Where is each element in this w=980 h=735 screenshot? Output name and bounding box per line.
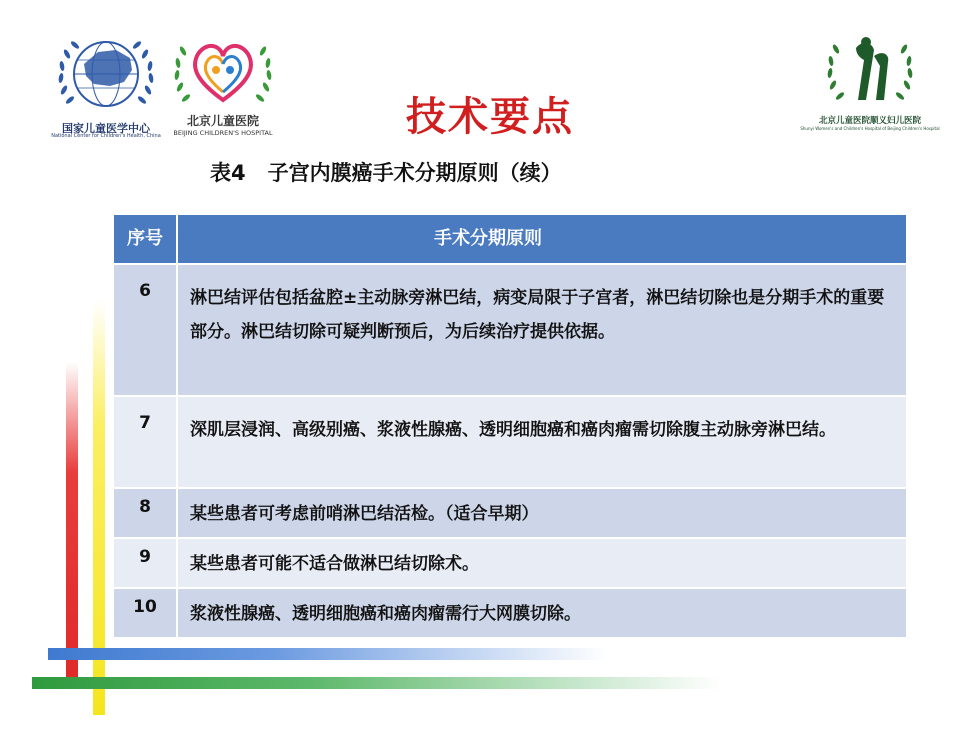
bch-name-cn: 北京儿童医院	[186, 114, 259, 128]
table-caption-text: 子宫内膜癌手术分期原则（续）	[267, 161, 562, 185]
row-text: 浆液性腺癌、透明细胞癌和癌肉瘤需行大网膜切除。	[190, 604, 581, 624]
bch-name-en: BEIJING CHILDREN'S HOSPITAL	[173, 129, 273, 137]
row-text: 某些患者可能不适合做淋巴结切除术。	[190, 554, 479, 574]
row-text: 深肌层浸润、高级别癌、浆液性腺癌、透明细胞癌和癌肉瘤需切除腹主动脉旁淋巴结。	[190, 420, 836, 440]
table-row	[114, 397, 906, 489]
table-row	[114, 589, 906, 639]
shunyi-name-en: Shunyi Women's and Children's Hospital of Beijing Children's Hospital	[800, 126, 940, 131]
decor-blue-stripe	[48, 648, 608, 660]
table-caption-label: 表4	[210, 161, 246, 185]
row-num: 7	[114, 397, 178, 487]
row-text: 淋巴结评估包括盆腔±主动脉旁淋巴结，病变局限于子宫者，淋巴结切除也是分期手术的重要部分。淋巴结切除可疑判断预后，为后续治疗提供依据。	[190, 288, 885, 342]
row-num: 8	[114, 489, 178, 537]
table-row	[114, 489, 906, 539]
row-num: 9	[114, 539, 178, 587]
shunyi-name-cn: 北京儿童医院顺义妇儿医院	[818, 116, 921, 126]
header-num: 序号	[114, 215, 178, 263]
table-row	[114, 265, 906, 397]
decor-red-stripe	[66, 362, 78, 677]
header-desc: 手术分期原则	[434, 228, 542, 249]
decor-green-stripe	[32, 677, 722, 689]
ncch-name-cn: 国家儿童医学中心	[62, 122, 150, 135]
row-num: 10	[114, 589, 178, 637]
page-title: 技术要点	[406, 94, 574, 140]
row-num: 6	[114, 265, 178, 395]
row-text: 某些患者可考虑前哨淋巴结活检。（适合早期）	[190, 504, 539, 524]
table-caption	[210, 157, 562, 187]
table-header-row	[114, 215, 906, 265]
staging-principles-table	[114, 215, 906, 639]
table-row	[114, 539, 906, 589]
ncch-name-en: National Center for Children's Health, China	[51, 133, 161, 139]
